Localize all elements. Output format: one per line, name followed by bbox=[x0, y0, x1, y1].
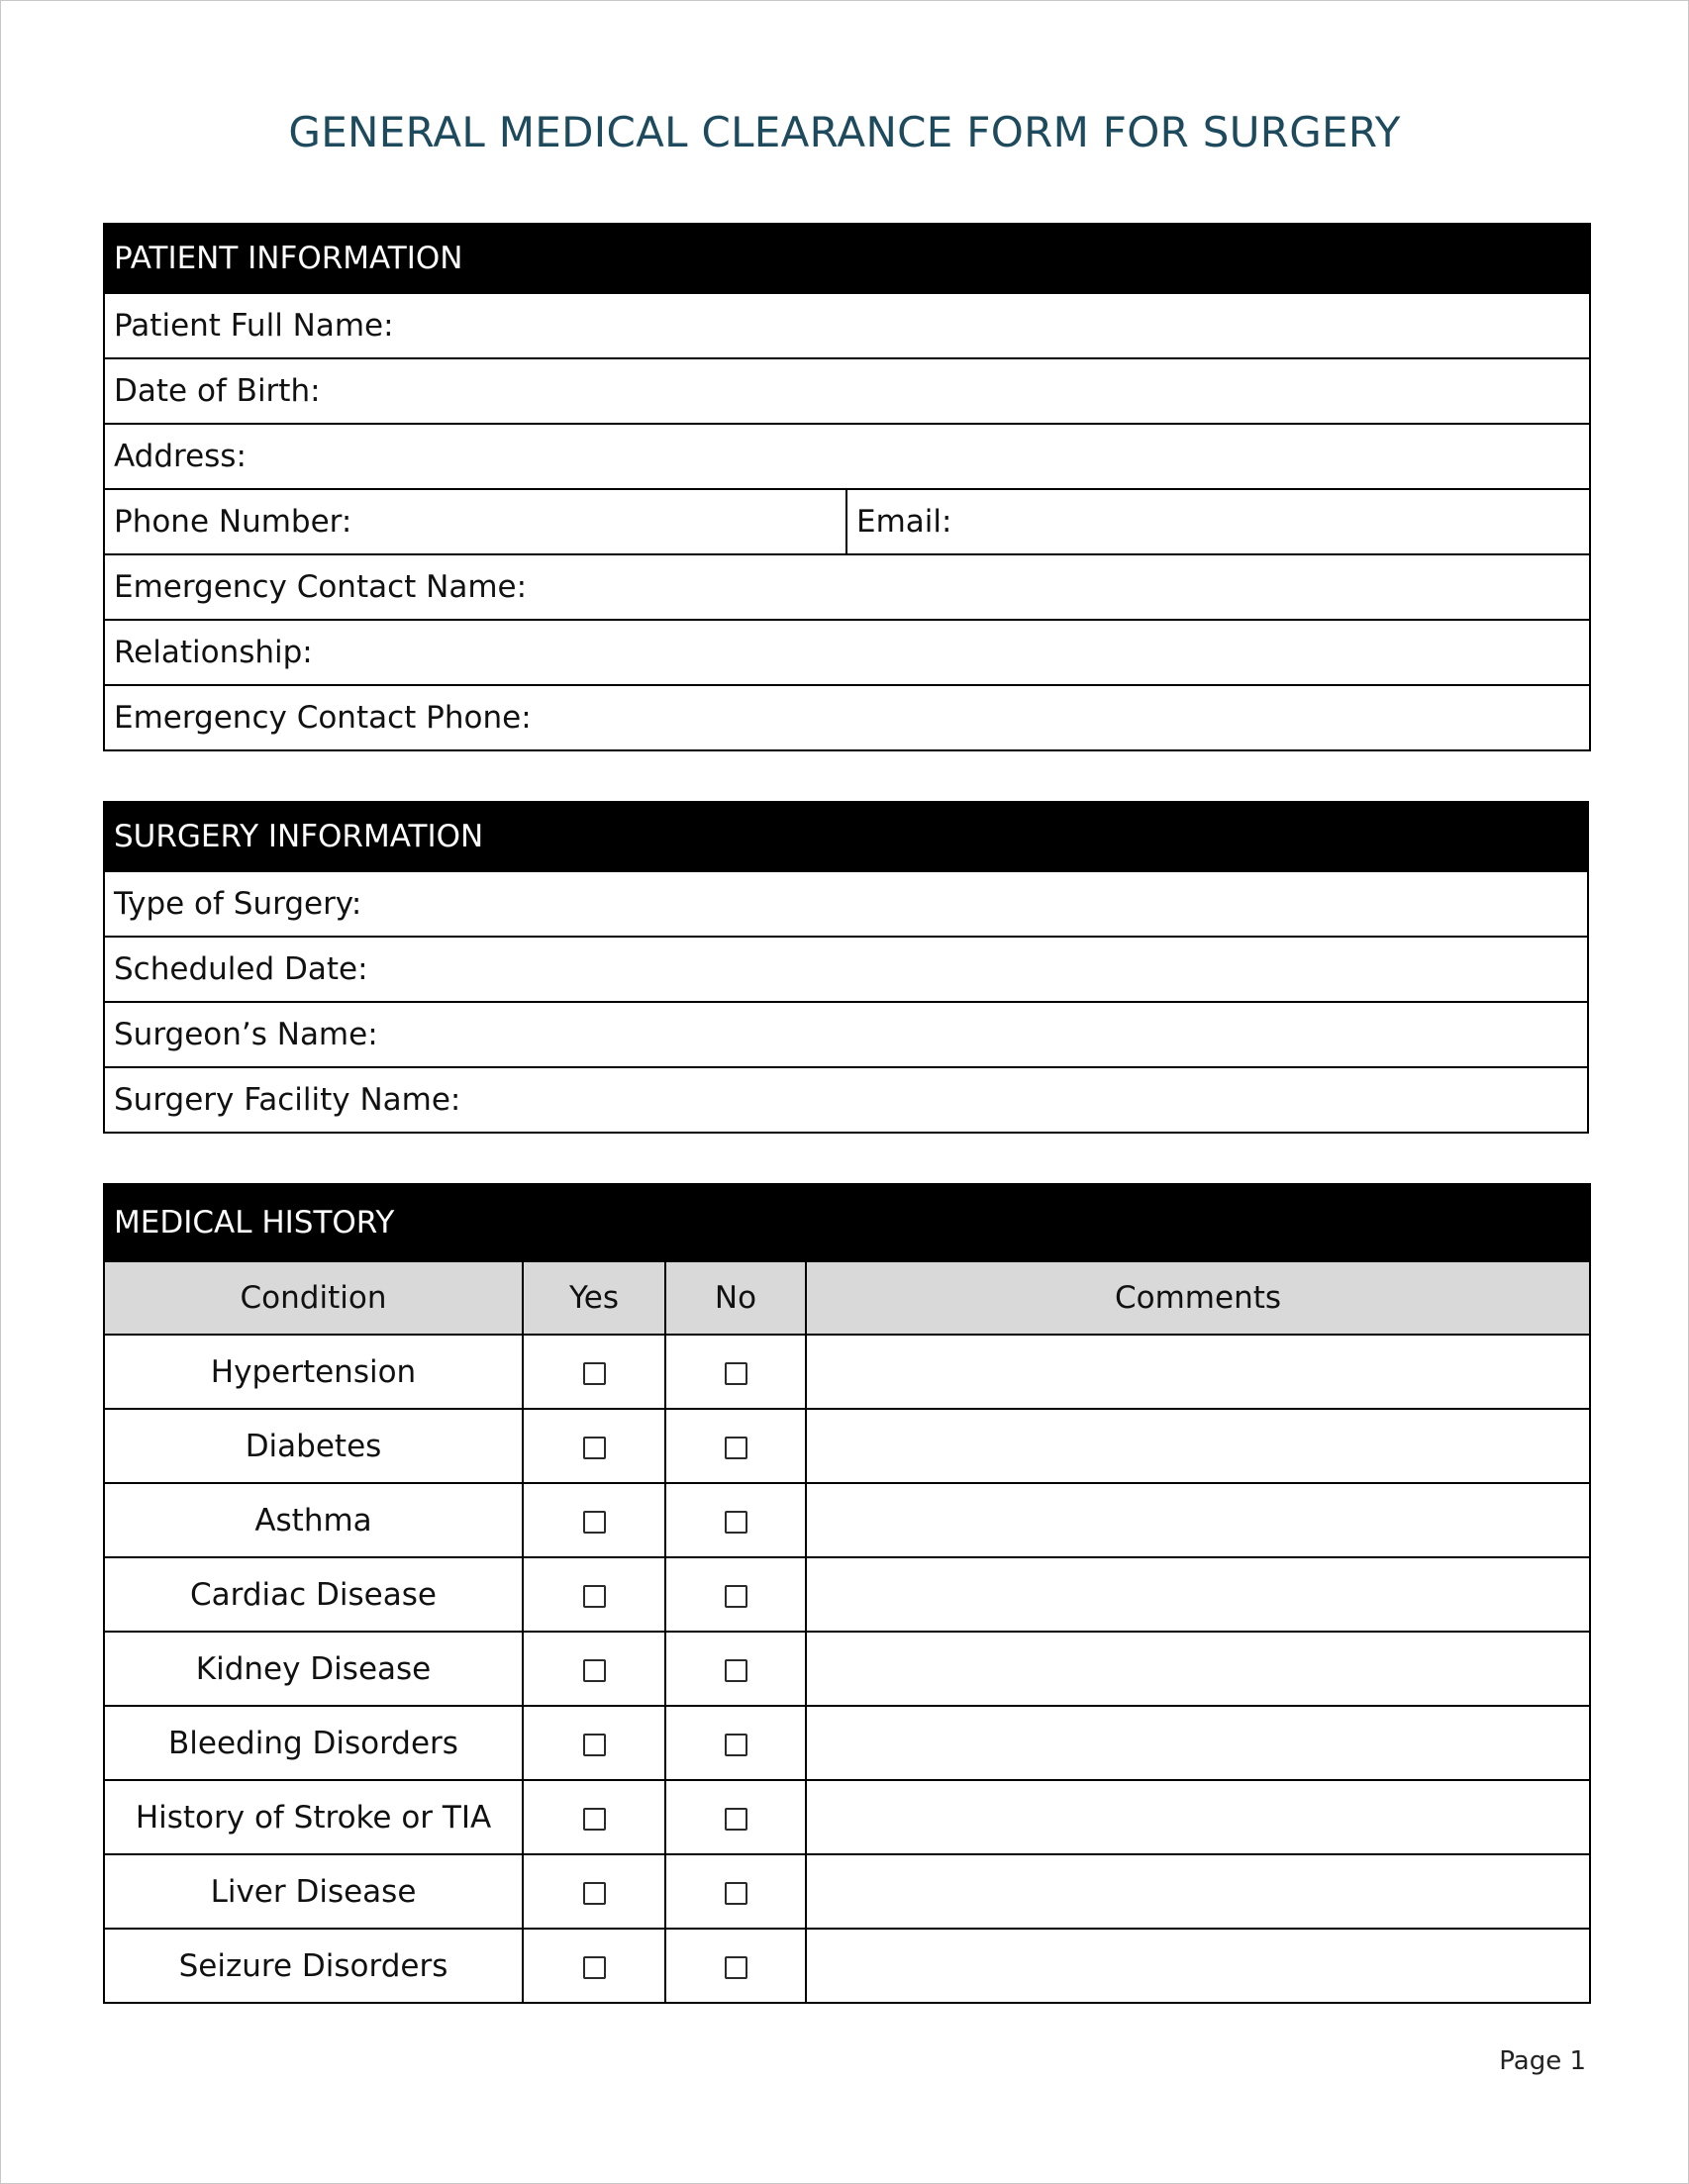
page-title: GENERAL MEDICAL CLEARANCE FORM FOR SURGERY bbox=[288, 108, 1401, 156]
checkbox-empty-icon[interactable] bbox=[583, 1956, 606, 1979]
no-checkbox-cell bbox=[665, 1335, 806, 1409]
yes-checkbox-cell bbox=[523, 1854, 665, 1929]
no-checkbox-cell bbox=[665, 1780, 806, 1854]
comments-field[interactable] bbox=[806, 1409, 1590, 1483]
patient-information-table bbox=[103, 223, 1591, 751]
scheduled-date-field[interactable]: Scheduled Date: bbox=[104, 937, 1588, 1002]
yes-checkbox-cell bbox=[523, 1929, 665, 2003]
condition-label: Diabetes bbox=[104, 1409, 523, 1483]
no-checkbox-cell bbox=[665, 1854, 806, 1929]
surgery-information-table bbox=[103, 801, 1589, 1134]
page-number: Page 1 bbox=[1499, 2046, 1586, 2076]
condition-label: Asthma bbox=[104, 1483, 523, 1557]
surgery-facility-name-field[interactable]: Surgery Facility Name: bbox=[104, 1067, 1588, 1133]
yes-checkbox-cell bbox=[523, 1335, 665, 1409]
condition-label: Hypertension bbox=[104, 1335, 523, 1409]
patient-full-name-field[interactable]: Patient Full Name: bbox=[104, 293, 1590, 358]
emergency-contact-phone-field[interactable]: Emergency Contact Phone: bbox=[104, 685, 1590, 750]
relationship-field[interactable]: Relationship: bbox=[104, 620, 1590, 685]
no-column-header: No bbox=[665, 1261, 806, 1335]
checkbox-empty-icon[interactable] bbox=[725, 1734, 747, 1756]
comments-field[interactable] bbox=[806, 1557, 1590, 1632]
checkbox-empty-icon[interactable] bbox=[583, 1808, 606, 1831]
emergency-contact-name-field[interactable]: Emergency Contact Name: bbox=[104, 554, 1590, 620]
yes-checkbox-cell bbox=[523, 1632, 665, 1706]
comments-field[interactable] bbox=[806, 1706, 1590, 1780]
condition-label: Liver Disease bbox=[104, 1854, 523, 1929]
checkbox-empty-icon[interactable] bbox=[583, 1362, 606, 1385]
comments-field[interactable] bbox=[806, 1483, 1590, 1557]
checkbox-empty-icon[interactable] bbox=[725, 1808, 747, 1831]
checkbox-empty-icon[interactable] bbox=[583, 1511, 606, 1534]
no-checkbox-cell bbox=[665, 1483, 806, 1557]
condition-column-header: Condition bbox=[104, 1261, 523, 1335]
no-checkbox-cell bbox=[665, 1409, 806, 1483]
yes-checkbox-cell bbox=[523, 1780, 665, 1854]
comments-field[interactable] bbox=[806, 1780, 1590, 1854]
no-checkbox-cell bbox=[665, 1929, 806, 2003]
table-row bbox=[104, 1780, 1590, 1854]
table-row bbox=[104, 1929, 1590, 2003]
checkbox-empty-icon[interactable] bbox=[583, 1659, 606, 1682]
table-row bbox=[104, 1854, 1590, 1929]
checkbox-empty-icon[interactable] bbox=[583, 1437, 606, 1459]
table-row bbox=[104, 1335, 1590, 1409]
surgery-information-header: SURGERY INFORMATION bbox=[104, 802, 1588, 871]
email-field[interactable]: Email: bbox=[846, 489, 1590, 554]
surgeon-name-field[interactable]: Surgeon’s Name: bbox=[104, 1002, 1588, 1067]
yes-column-header: Yes bbox=[523, 1261, 665, 1335]
comments-field[interactable] bbox=[806, 1632, 1590, 1706]
condition-label: Cardiac Disease bbox=[104, 1557, 523, 1632]
checkbox-empty-icon[interactable] bbox=[725, 1437, 747, 1459]
comments-column-header: Comments bbox=[806, 1261, 1590, 1335]
comments-field[interactable] bbox=[806, 1335, 1590, 1409]
table-row bbox=[104, 1706, 1590, 1780]
medical-history-header: MEDICAL HISTORY bbox=[104, 1184, 1590, 1261]
address-field[interactable]: Address: bbox=[104, 424, 1590, 489]
table-row bbox=[104, 1557, 1590, 1632]
date-of-birth-field[interactable]: Date of Birth: bbox=[104, 358, 1590, 424]
checkbox-empty-icon[interactable] bbox=[725, 1585, 747, 1608]
no-checkbox-cell bbox=[665, 1706, 806, 1780]
checkbox-empty-icon[interactable] bbox=[583, 1734, 606, 1756]
table-row bbox=[104, 1483, 1590, 1557]
no-checkbox-cell bbox=[665, 1632, 806, 1706]
yes-checkbox-cell bbox=[523, 1483, 665, 1557]
comments-field[interactable] bbox=[806, 1854, 1590, 1929]
no-checkbox-cell bbox=[665, 1557, 806, 1632]
condition-label: Kidney Disease bbox=[104, 1632, 523, 1706]
yes-checkbox-cell bbox=[523, 1706, 665, 1780]
checkbox-empty-icon[interactable] bbox=[725, 1362, 747, 1385]
checkbox-empty-icon[interactable] bbox=[583, 1585, 606, 1608]
comments-field[interactable] bbox=[806, 1929, 1590, 2003]
checkbox-empty-icon[interactable] bbox=[725, 1511, 747, 1534]
table-row bbox=[104, 1632, 1590, 1706]
checkbox-empty-icon[interactable] bbox=[725, 1882, 747, 1905]
type-of-surgery-field[interactable]: Type of Surgery: bbox=[104, 871, 1588, 937]
medical-history-rows bbox=[104, 1335, 1590, 2003]
condition-label: History of Stroke or TIA bbox=[104, 1780, 523, 1854]
table-row bbox=[104, 1409, 1590, 1483]
checkbox-empty-icon[interactable] bbox=[725, 1956, 747, 1979]
condition-label: Bleeding Disorders bbox=[104, 1706, 523, 1780]
medical-history-table bbox=[103, 1183, 1591, 2004]
yes-checkbox-cell bbox=[523, 1409, 665, 1483]
yes-checkbox-cell bbox=[523, 1557, 665, 1632]
condition-label: Seizure Disorders bbox=[104, 1929, 523, 2003]
patient-information-header: PATIENT INFORMATION bbox=[104, 224, 1590, 293]
checkbox-empty-icon[interactable] bbox=[725, 1659, 747, 1682]
checkbox-empty-icon[interactable] bbox=[583, 1882, 606, 1905]
phone-number-field[interactable]: Phone Number: bbox=[104, 489, 846, 554]
